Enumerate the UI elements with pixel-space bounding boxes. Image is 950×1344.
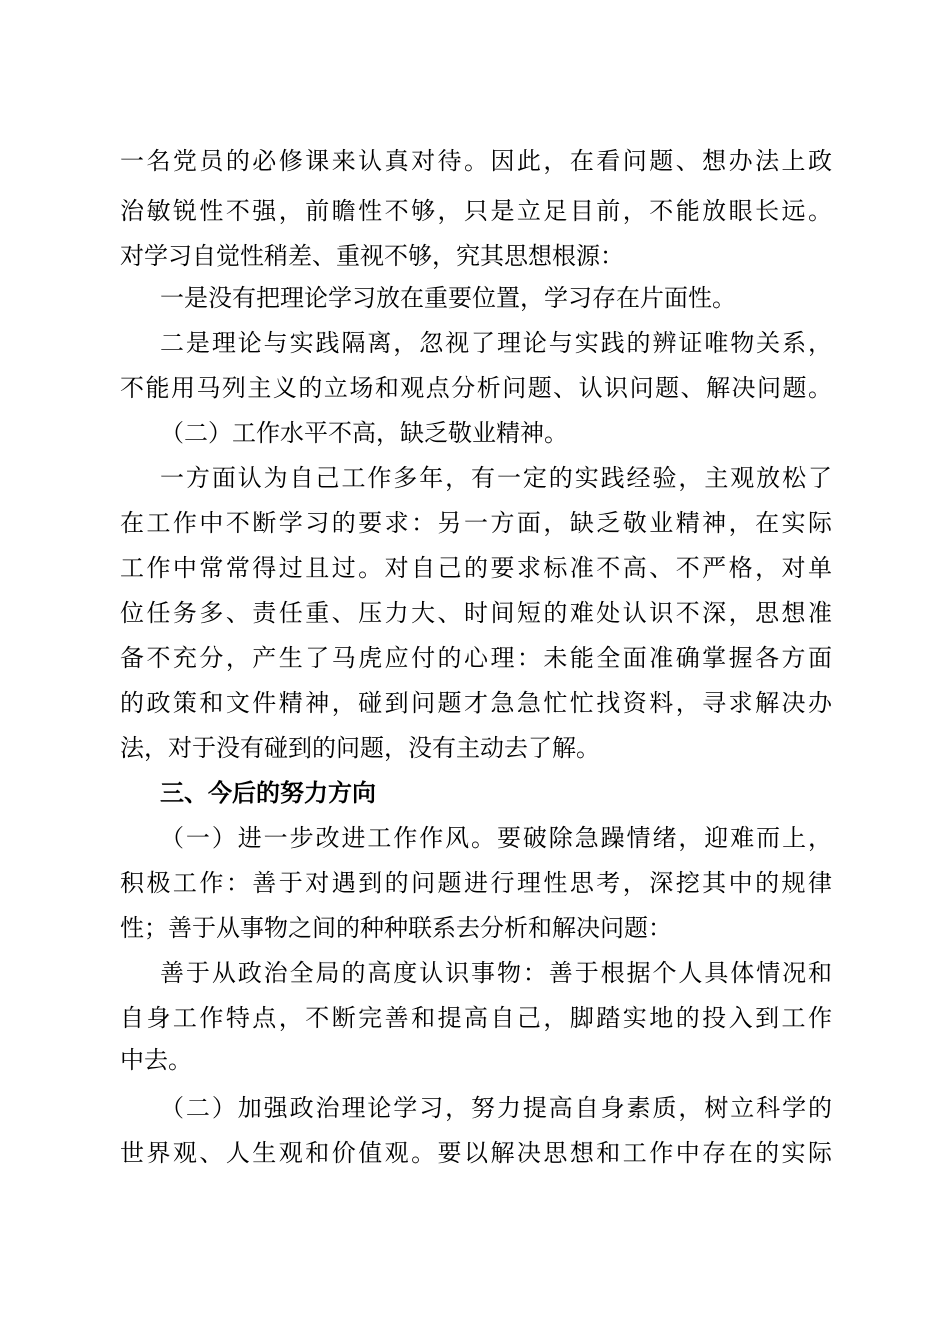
body-text-line: 中去。 <box>120 1046 192 1074</box>
body-text-line: 一名党员的必修课来认真对待。因此，在看问题、想办法上政 <box>120 147 832 175</box>
body-text-line: （二）加强政治理论学习，努力提高自身素质，树立科学的 <box>160 1094 832 1122</box>
body-text-line: 的政策和文件精神，碰到问题才急急忙忙找资料，寻求解决办 <box>120 689 832 717</box>
body-text-line: 二是理论与实践隔离，忽视了理论与实践的辨证唯物关系， <box>160 329 832 357</box>
body-text-line: 积极工作：善于对遇到的问题进行理性思考，深挖其中的规律 <box>120 869 832 897</box>
body-text-line: （一）进一步改进工作作风。要破除急躁情绪，迎难而上， <box>160 824 832 852</box>
body-text-line: 在工作中不断学习的要求：另一方面，缺乏敬业精神，在实际 <box>120 509 832 537</box>
section-subheading: （二）工作水平不高，缺乏敬业精神。 <box>160 419 568 447</box>
body-text-line: 法，对于没有碰到的问题，没有主动去了解。 <box>120 734 600 762</box>
body-text-line: 自身工作特点，不断完善和提高自己，脚踏实地的投入到工作 <box>120 1004 832 1032</box>
body-text-line: 一方面认为自己工作多年，有一定的实践经验，主观放松了 <box>160 464 832 492</box>
body-text-line: 性；善于从事物之间的种种联系去分析和解决问题： <box>120 914 672 942</box>
body-text-line: 备不充分，产生了马虎应付的心理：未能全面准确掌握各方面 <box>120 644 832 672</box>
section-heading: 三、今后的努力方向 <box>160 778 376 807</box>
body-text-line: 对学习自觉性稍差、重视不够，究其思想根源： <box>120 242 624 270</box>
body-text-line: 世界观、人生观和价值观。要以解决思想和工作中存在的实际 <box>120 1139 832 1167</box>
body-text-line: 善于从政治全局的高度认识事物：善于根据个人具体情况和 <box>160 959 832 987</box>
body-text-line: 工作中常常得过且过。对自己的要求标准不高、不严格，对单 <box>120 554 832 582</box>
body-text-line: 一是没有把理论学习放在重要位置，学习存在片面性。 <box>160 284 736 312</box>
body-text-line: 位任务多、责任重、压力大、时间短的难处认识不深，思想准 <box>120 599 832 627</box>
body-text-line: 治敏锐性不强，前瞻性不够，只是立足目前，不能放眼长远。 <box>120 197 832 225</box>
body-text-line: 不能用马列主义的立场和观点分析问题、认识问题、解决问题。 <box>120 374 832 402</box>
